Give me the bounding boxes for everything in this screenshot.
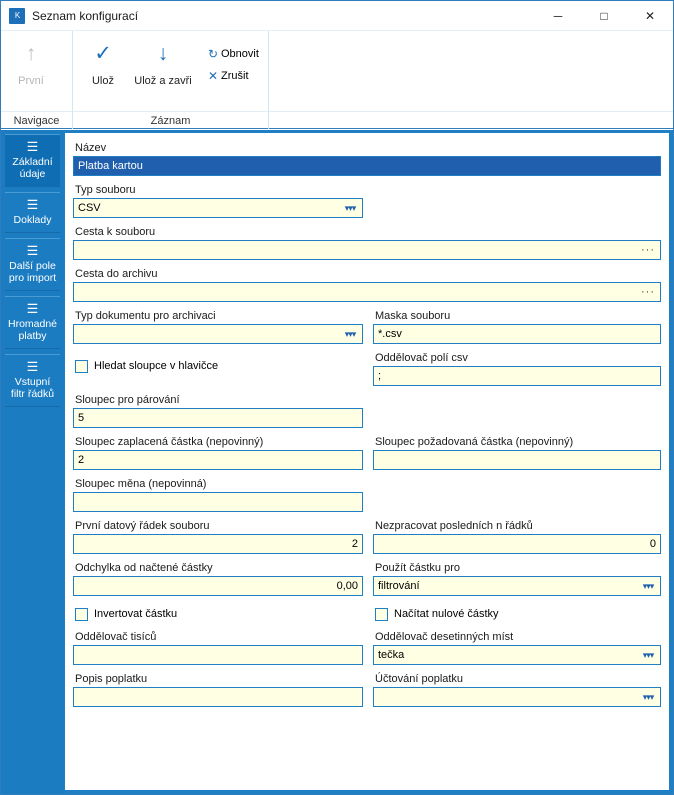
field-sloupec-mena-label: Sloupec měna (nepovinná) <box>75 478 207 490</box>
field-cesta-k-souboru <box>73 225 661 260</box>
ribbon-small-buttons <box>199 37 265 87</box>
field-invertovat-castku <box>73 603 363 630</box>
save-button[interactable] <box>73 37 133 88</box>
list-icon: ☰ <box>26 243 39 258</box>
sidebar-item-dalsi-pole-pro-import[interactable] <box>5 238 60 291</box>
sidebar-item-vstupni-filtr-radku[interactable] <box>5 354 60 407</box>
field-pouzit-castku-pro-label: Použít částku pro <box>375 562 460 574</box>
form-panel <box>64 132 670 791</box>
first-button-label: První <box>18 75 44 87</box>
refresh-button[interactable] <box>199 43 265 65</box>
field-popis-poplatku-label: Popis poplatku <box>75 673 148 685</box>
window-body <box>1 130 673 794</box>
row-sloupec-castky <box>73 435 661 477</box>
field-typ-souboru <box>73 183 363 218</box>
oddelovac-tisicu-input[interactable] <box>73 645 363 665</box>
row-hledat-sloupce-oddelovac <box>73 351 661 393</box>
field-sloupec-pozadovana-label: Sloupec požadovaná částka (nepovinný) <box>375 436 574 448</box>
field-nazev-label: Název <box>75 142 107 154</box>
maska-souboru-input[interactable] <box>373 324 661 344</box>
uctovani-poplatku-select[interactable] <box>373 687 661 707</box>
field-cesta-do-archivu-label: Cesta do archivu <box>75 268 158 280</box>
field-nezpracovat-poslednich <box>373 519 661 554</box>
oddelovac-poli-value: ; <box>378 370 382 382</box>
oddelovac-desetinnych-select[interactable] <box>373 645 661 665</box>
prvni-datovy-radek-input[interactable] <box>73 534 363 554</box>
nacitat-nulove-label: Načítat nulové částky <box>394 608 499 620</box>
field-maska-souboru-label: Maska souboru <box>375 310 451 322</box>
field-oddelovac-tisicu-label: Oddělovač tisíců <box>75 631 157 643</box>
sidebar-item-doklady[interactable] <box>5 192 60 233</box>
sidebar-item-label: Další pole pro import <box>8 260 57 284</box>
minimize-button[interactable] <box>535 1 581 31</box>
maximize-icon: □ <box>600 8 608 23</box>
typ-souboru-select[interactable] <box>73 198 363 218</box>
invertovat-castku-checkbox-row[interactable] <box>73 603 363 623</box>
close-button[interactable] <box>627 1 673 31</box>
odchylka-value: 0,00 <box>336 580 358 592</box>
list-icon: ☰ <box>26 197 39 212</box>
list-icon: ☰ <box>26 301 39 316</box>
ribbon-group-navigace-title: Navigace <box>1 111 72 129</box>
ribbon-group-navigace <box>1 31 73 129</box>
field-typ-dokumentu <box>73 309 363 344</box>
sidebar-item-label: Hromadné platby <box>7 318 58 342</box>
pouzit-castku-pro-select[interactable] <box>373 576 661 596</box>
nazev-input[interactable] <box>73 156 661 176</box>
field-typ-souboru-label: Typ souboru <box>75 184 136 196</box>
checkbox-icon[interactable] <box>375 608 388 621</box>
field-oddelovac-poli-label: Oddělovač polí csv <box>375 352 468 364</box>
field-cesta-do-archivu <box>73 267 661 302</box>
typ-souboru-value: CSV <box>78 202 101 214</box>
ribbon-group-empty-title <box>269 111 673 129</box>
cross-icon: ✕ <box>207 69 219 83</box>
window-controls <box>535 1 673 31</box>
row-typ-dokumentu-maska <box>73 309 661 351</box>
first-button[interactable] <box>1 37 61 88</box>
nezpracovat-poslednich-value: 0 <box>649 538 656 550</box>
row-oddelovace <box>73 630 661 672</box>
row-poplatek <box>73 672 661 714</box>
window-title: Seznam konfigurací <box>32 8 139 23</box>
field-sloupec-pozadovana <box>373 435 661 470</box>
field-popis-poplatku <box>73 672 363 707</box>
field-sloupec-parovani <box>73 393 363 428</box>
browse-ellipsis-icon[interactable]: ··· <box>641 286 655 298</box>
field-nezpracovat-poslednich-label: Nezpracovat posledních n řádků <box>375 520 533 532</box>
check-icon: ✓ <box>94 42 112 65</box>
field-odchylka <box>73 561 363 596</box>
sidebar-item-label: Základní údaje <box>12 156 53 180</box>
field-nacitat-nulove <box>373 603 661 630</box>
chevron-down-icon[interactable]: ▾▾▾ <box>344 203 356 213</box>
nazev-value: Platba kartou <box>78 160 143 172</box>
ribbon-group-empty <box>269 31 673 129</box>
pouzit-castku-pro-value: filtrování <box>378 580 420 592</box>
ribbon-toolbar <box>1 31 673 129</box>
chevron-down-icon[interactable]: ▾▾▾ <box>642 692 654 702</box>
sloupec-pozadovana-input[interactable] <box>373 450 661 470</box>
chevron-down-icon[interactable]: ▾▾▾ <box>642 650 654 660</box>
field-sloupec-zaplacena-label: Sloupec zaplacená částka (nepovinný) <box>75 436 264 448</box>
oddelovac-desetinnych-value: tečka <box>378 649 405 661</box>
field-prvni-datovy-radek <box>73 519 363 554</box>
refresh-button-label: Obnovit <box>221 48 259 60</box>
ribbon-group-zaznam <box>73 31 269 129</box>
sidebar-item-label: Doklady <box>13 214 52 226</box>
sloupec-zaplacena-value: 2 <box>78 454 85 466</box>
field-oddelovac-desetinnych <box>373 630 661 665</box>
field-oddelovac-tisicu <box>73 630 363 665</box>
field-nazev <box>73 141 661 176</box>
app-icon: K <box>9 8 25 24</box>
nacitat-nulove-checkbox-row[interactable] <box>373 603 661 623</box>
popis-poplatku-input[interactable] <box>73 687 363 707</box>
list-icon: ☰ <box>26 139 39 154</box>
field-sloupec-mena <box>73 477 363 512</box>
row-odchylka-pouzit-castku <box>73 561 661 603</box>
invertovat-castku-label: Invertovat částku <box>94 608 178 620</box>
odchylka-input[interactable] <box>73 576 363 596</box>
title-bar <box>1 1 673 31</box>
field-prvni-datovy-radek-label: První datový řádek souboru <box>75 520 210 532</box>
save-and-close-button[interactable] <box>133 37 193 88</box>
minimize-icon: ─ <box>553 8 563 23</box>
field-oddelovac-poli <box>373 351 661 386</box>
field-typ-dokumentu-label: Typ dokumentu pro archivaci <box>75 310 216 322</box>
maska-souboru-value: *.csv <box>378 328 402 340</box>
browse-ellipsis-icon[interactable]: ··· <box>641 244 655 256</box>
save-button-label: Ulož <box>91 75 114 87</box>
checkbox-icon[interactable] <box>75 360 88 373</box>
field-sloupec-parovani-label: Sloupec pro párování <box>75 394 180 406</box>
field-hledat-sloupce <box>73 351 363 393</box>
sidebar-item-hromadne-platby[interactable] <box>5 296 60 349</box>
sidebar-item-label: Vstupní filtr řádků <box>10 376 55 400</box>
sloupec-mena-input[interactable] <box>73 492 363 512</box>
prvni-datovy-radek-value: 2 <box>351 538 358 550</box>
cesta-k-souboru-input[interactable] <box>73 240 661 260</box>
typ-dokumentu-select[interactable] <box>73 324 363 344</box>
close-icon: ✕ <box>644 8 656 23</box>
field-uctovani-poplatku-label: Účtování poplatku <box>375 673 464 685</box>
oddelovac-poli-input[interactable] <box>373 366 661 386</box>
ribbon-group-zaznam-title: Záznam <box>73 111 268 129</box>
nezpracovat-poslednich-input[interactable] <box>373 534 661 554</box>
field-pouzit-castku-pro <box>373 561 661 596</box>
arrow-up-icon: ↑ <box>25 42 37 65</box>
field-sloupec-zaplacena <box>73 435 363 470</box>
field-cesta-k-souboru-label: Cesta k souboru <box>75 226 156 238</box>
hledat-sloupce-checkbox-row[interactable] <box>73 351 363 371</box>
field-uctovani-poplatku <box>373 672 661 707</box>
cancel-button-label: Zrušit <box>221 70 249 82</box>
refresh-icon: ↻ <box>207 47 219 61</box>
arrow-down-icon: ↓ <box>157 42 169 65</box>
list-icon: ☰ <box>26 359 39 374</box>
sloupec-zaplacena-input[interactable] <box>73 450 363 470</box>
save-and-close-button-label: Ulož a zavři <box>134 75 192 87</box>
checkbox-icon[interactable] <box>75 608 88 621</box>
row-checkboxes <box>73 603 661 630</box>
field-odchylka-label: Odchylka od načtené částky <box>75 562 213 574</box>
chevron-down-icon[interactable]: ▾▾▾ <box>344 329 356 339</box>
sloupec-parovani-input[interactable] <box>73 408 363 428</box>
field-maska-souboru <box>373 309 661 344</box>
cesta-do-archivu-input[interactable] <box>73 282 661 302</box>
hledat-sloupce-label: Hledat sloupce v hlavičce <box>94 360 219 372</box>
row-prvni-radek-nezpracovat <box>73 519 661 561</box>
sidebar-item-zakladni-udaje[interactable] <box>5 134 60 187</box>
sloupec-parovani-value: 5 <box>78 412 85 424</box>
field-oddelovac-desetinnych-label: Oddělovač desetinných míst <box>375 631 514 643</box>
sidebar <box>1 130 64 794</box>
maximize-button[interactable] <box>581 1 627 31</box>
chevron-down-icon[interactable]: ▾▾▾ <box>642 581 654 591</box>
cancel-button[interactable] <box>199 65 265 87</box>
